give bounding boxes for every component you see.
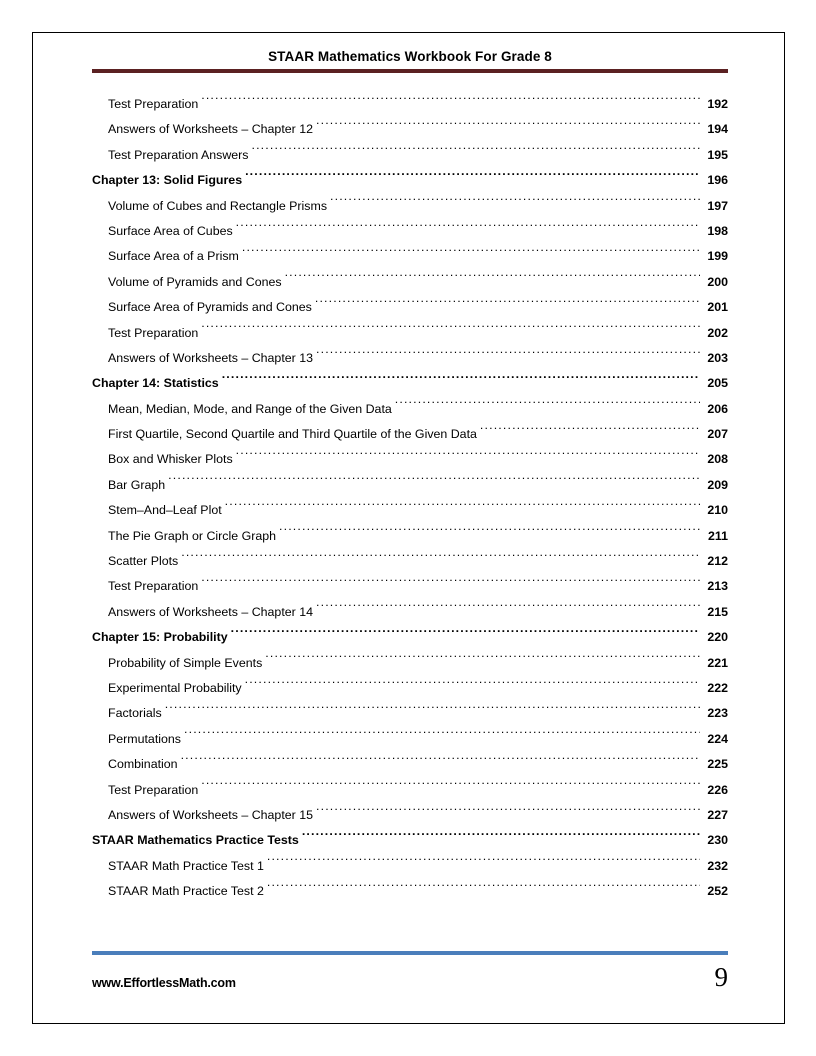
toc-leader-dots bbox=[315, 299, 700, 311]
toc-entry-label: The Pie Graph or Circle Graph bbox=[108, 528, 277, 543]
toc-leader-dots bbox=[302, 832, 700, 844]
toc-leader-dots bbox=[201, 578, 700, 590]
toc-entry-label: Combination bbox=[108, 757, 178, 772]
toc-entry-label: Mean, Median, Mode, and Range of the Given Data bbox=[108, 401, 392, 416]
toc-entry-page-number: 213 bbox=[707, 579, 728, 594]
header-rule bbox=[92, 69, 728, 73]
toc-entry[interactable] bbox=[92, 498, 728, 523]
toc-leader-dots bbox=[225, 502, 700, 514]
toc-entry[interactable] bbox=[92, 778, 728, 803]
toc-entry-label: Test Preparation bbox=[108, 782, 199, 797]
toc-entry-label: Surface Area of Cubes bbox=[108, 223, 233, 238]
toc-entry[interactable] bbox=[92, 651, 728, 676]
document-header bbox=[92, 48, 728, 73]
toc-entry-page-number: 199 bbox=[707, 249, 728, 264]
toc-entry[interactable] bbox=[92, 879, 728, 904]
toc-leader-dots bbox=[279, 527, 700, 539]
toc-entry-label: Chapter 13: Solid Figures bbox=[92, 173, 243, 188]
toc-leader-dots bbox=[181, 756, 700, 768]
toc-entry[interactable] bbox=[92, 549, 728, 574]
toc-leader-dots bbox=[242, 248, 700, 260]
toc-entry[interactable] bbox=[92, 346, 728, 371]
footer-body bbox=[92, 964, 728, 990]
toc-leader-dots bbox=[201, 781, 700, 793]
toc-entry-page-number: 196 bbox=[707, 173, 728, 188]
toc-entry-page-number: 203 bbox=[707, 350, 728, 365]
toc-entry-page-number: 226 bbox=[707, 782, 728, 797]
toc-entry[interactable] bbox=[92, 422, 728, 447]
toc-entry-label: Answers of Worksheets – Chapter 13 bbox=[108, 350, 314, 365]
toc-entry-page-number: 227 bbox=[707, 807, 728, 822]
toc-leader-dots bbox=[316, 603, 700, 615]
toc-entry-page-number: 220 bbox=[707, 630, 728, 645]
toc-leader-dots bbox=[316, 121, 700, 133]
toc-entry[interactable] bbox=[92, 219, 728, 244]
toc-entry[interactable] bbox=[92, 727, 728, 752]
toc-entry-label: STAAR Mathematics Practice Tests bbox=[92, 833, 299, 848]
toc-leader-dots bbox=[201, 324, 700, 336]
toc-entry-label: Factorials bbox=[108, 706, 162, 721]
toc-entry-label: Test Preparation Answers bbox=[108, 147, 249, 162]
toc-entry-page-number: 195 bbox=[707, 147, 728, 162]
toc-entry-page-number: 221 bbox=[707, 655, 728, 670]
toc-entry[interactable] bbox=[92, 473, 728, 498]
toc-entry[interactable] bbox=[92, 397, 728, 422]
toc-leader-dots bbox=[267, 883, 700, 895]
toc-entry-page-number: 208 bbox=[707, 452, 728, 467]
toc-entry-label: Test Preparation bbox=[108, 325, 199, 340]
toc-entry-page-number: 223 bbox=[707, 706, 728, 721]
toc-entry[interactable] bbox=[92, 270, 728, 295]
toc-entry-page-number: 201 bbox=[707, 300, 728, 315]
toc-entry[interactable] bbox=[92, 244, 728, 269]
toc-entry-label: Stem–And–Leaf Plot bbox=[108, 503, 222, 518]
toc-entry[interactable] bbox=[92, 168, 728, 193]
toc-leader-dots bbox=[236, 223, 700, 235]
toc-entry-page-number: 207 bbox=[707, 427, 728, 442]
toc-entry-label: Experimental Probability bbox=[108, 680, 242, 695]
toc-leader-dots bbox=[231, 629, 700, 641]
toc-entry-label: Surface Area of Pyramids and Cones bbox=[108, 300, 312, 315]
toc-entry-label: Permutations bbox=[108, 731, 182, 746]
toc-leader-dots bbox=[395, 400, 700, 412]
footer-rule bbox=[92, 951, 728, 955]
toc-entry-page-number: 198 bbox=[707, 223, 728, 238]
toc-entry-page-number: 211 bbox=[708, 528, 728, 543]
toc-entry-page-number: 205 bbox=[707, 376, 728, 391]
toc-entry-page-number: 252 bbox=[707, 884, 728, 899]
toc-leader-dots bbox=[236, 451, 700, 463]
toc-leader-dots bbox=[245, 172, 700, 184]
toc-entry[interactable] bbox=[92, 752, 728, 777]
toc-entry-label: STAAR Math Practice Test 2 bbox=[108, 884, 264, 899]
toc-entry-page-number: 192 bbox=[707, 97, 728, 111]
toc-entry-page-number: 194 bbox=[707, 122, 728, 137]
page-content bbox=[92, 48, 728, 905]
toc-leader-dots bbox=[316, 807, 700, 819]
toc-entry-page-number: 206 bbox=[707, 401, 728, 416]
toc-entry-page-number: 202 bbox=[707, 325, 728, 340]
toc-leader-dots bbox=[252, 146, 701, 158]
toc-entry[interactable] bbox=[92, 117, 728, 142]
toc-leader-dots bbox=[285, 273, 700, 285]
toc-entry[interactable] bbox=[92, 701, 728, 726]
toc-leader-dots bbox=[165, 705, 700, 717]
toc-entry-label: Surface Area of a Prism bbox=[108, 249, 239, 264]
toc-leader-dots bbox=[245, 680, 700, 692]
toc-leader-dots bbox=[181, 553, 700, 565]
toc-entry[interactable] bbox=[92, 524, 728, 549]
toc-leader-dots bbox=[316, 350, 700, 362]
toc-entry[interactable] bbox=[92, 371, 728, 396]
toc-entry-label: Answers of Worksheets – Chapter 15 bbox=[108, 807, 314, 822]
page-title: STAAR Mathematics Workbook For Grade 8 bbox=[268, 49, 552, 64]
toc-entry-page-number: 197 bbox=[707, 198, 728, 213]
toc-entry-page-number: 222 bbox=[707, 680, 728, 695]
toc-leader-dots bbox=[222, 375, 700, 387]
table-of-contents bbox=[92, 92, 728, 905]
toc-entry[interactable] bbox=[92, 194, 728, 219]
toc-entry-page-number: 224 bbox=[707, 731, 728, 746]
toc-entry-label: Chapter 14: Statistics bbox=[92, 376, 219, 391]
toc-entry[interactable] bbox=[92, 600, 728, 625]
toc-entry-page-number: 225 bbox=[707, 757, 728, 772]
toc-entry-label: Answers of Worksheets – Chapter 14 bbox=[108, 604, 314, 619]
toc-entry-page-number: 232 bbox=[707, 858, 728, 873]
toc-entry[interactable] bbox=[92, 321, 728, 346]
toc-leader-dots bbox=[267, 857, 700, 869]
footer-page-number: 9 bbox=[714, 962, 728, 992]
toc-entry[interactable] bbox=[92, 854, 728, 879]
toc-entry-label: First Quartile, Second Quartile and Third Quartile of the Given Data bbox=[108, 427, 477, 442]
toc-entry-label: Bar Graph bbox=[108, 477, 166, 492]
toc-entry[interactable] bbox=[92, 143, 728, 168]
toc-entry-page-number: 212 bbox=[707, 554, 728, 569]
toc-entry-label: Chapter 15: Probability bbox=[92, 630, 228, 645]
toc-leader-dots bbox=[201, 96, 700, 108]
toc-entry-page-number: 210 bbox=[707, 503, 728, 518]
toc-entry[interactable] bbox=[92, 676, 728, 701]
toc-entry-label: Box and Whisker Plots bbox=[108, 452, 233, 467]
toc-entry[interactable] bbox=[92, 447, 728, 472]
footer-website-url[interactable]: www.EffortlessMath.com bbox=[92, 976, 236, 990]
document-footer bbox=[92, 951, 728, 990]
toc-entry-label: Volume of Cubes and Rectangle Prisms bbox=[108, 198, 328, 213]
toc-entry[interactable] bbox=[92, 92, 728, 117]
toc-entry-page-number: 209 bbox=[707, 477, 728, 492]
toc-entry[interactable] bbox=[92, 295, 728, 320]
toc-entry-label: Probability of Simple Events bbox=[108, 655, 263, 670]
toc-entry-label: Answers of Worksheets – Chapter 12 bbox=[108, 122, 314, 137]
toc-entry-label: STAAR Math Practice Test 1 bbox=[108, 858, 264, 873]
toc-entry-label: Volume of Pyramids and Cones bbox=[108, 274, 282, 289]
toc-entry-label: Test Preparation bbox=[108, 97, 199, 111]
toc-entry-page-number: 230 bbox=[707, 833, 728, 848]
toc-entry[interactable] bbox=[92, 828, 728, 853]
toc-entry[interactable] bbox=[92, 574, 728, 599]
toc-leader-dots bbox=[184, 730, 700, 742]
toc-entry-label: Test Preparation bbox=[108, 579, 199, 594]
toc-entry[interactable] bbox=[92, 625, 728, 650]
toc-entry-label: Scatter Plots bbox=[108, 554, 179, 569]
toc-leader-dots bbox=[480, 426, 700, 438]
toc-leader-dots bbox=[168, 476, 700, 488]
toc-entry-page-number: 200 bbox=[707, 274, 728, 289]
toc-leader-dots bbox=[265, 654, 700, 666]
toc-entry-page-number: 215 bbox=[707, 604, 728, 619]
toc-entry[interactable] bbox=[92, 803, 728, 828]
toc-leader-dots bbox=[330, 197, 700, 209]
